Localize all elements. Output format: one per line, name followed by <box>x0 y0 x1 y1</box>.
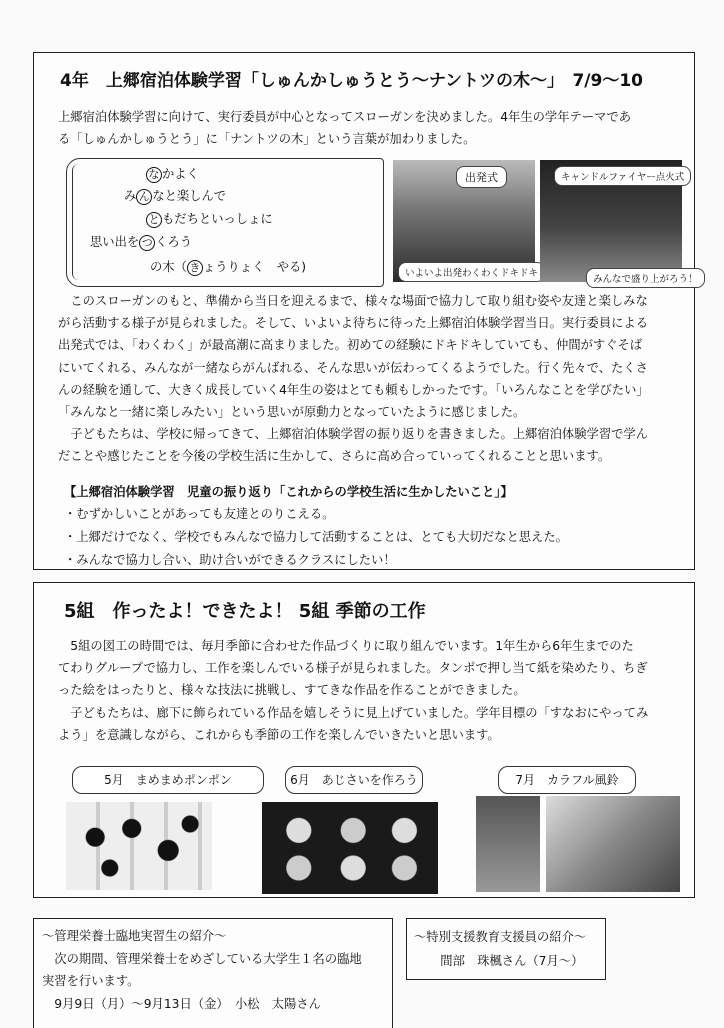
camp-body: このスローガンのもと、準備から当日を迎えるまで、様々な場面で協力して取り組む姿や友達と楽しみな がら活動する様子が見られました。そして、いよいよ待ちに待った上郷宿泊体験学習当日。実行委員による 出発式では、「わくわく」が最高潮に高まりました。初めての経験にドキドキしていても、仲間がすぐそば にいてくれる、みんなが一緒ならがんばれる、そんな思いが伝わってくるようでした。行く先々で、たくさ んの経験を通して、大きく成長していく4年生の姿はとても頼もしかったです。「いろんなことを学びたい」 「みんなと一緒に楽しみたい」という思いが原動力となっていたように感じました。 子どもたちは、学校に帰ってきて、上郷宿泊体験学習の振り返りを書きました。上郷宿泊体験学習で学ん だことや感じたことを今後の学校生活に生かして、さらに高め合っていってくれることと思います。 <box>58 294 649 464</box>
dietitian-line: 9月9日（月）～9月13日（金） 小松 太陽さん <box>42 997 321 1011</box>
slogan-line: な かよく <box>146 164 199 183</box>
slogan-scroll-curl <box>72 164 85 280</box>
hydrangea-grid <box>270 808 430 888</box>
reflection-item: ・みんなで協力し合い、助け合いができるクラスにしたい！ <box>64 553 396 567</box>
section-class5-title: 5組 作ったよ！できたよ！ 5組 季節の工作 <box>64 601 426 622</box>
slogan-line: 思い出を つ くろう <box>90 235 193 249</box>
july-chime-photo <box>476 796 540 892</box>
work-label-may: 5月 まめまめポンポン <box>72 766 264 794</box>
july-kids-photo <box>546 796 680 892</box>
slogan-line: の木（ き ょうりょく やる) <box>150 260 307 274</box>
section-camp-title: 4年 上郷宿泊体験学習「しゅんかしゅうとう～ナントツの木～」 7/9～10 <box>60 71 644 91</box>
slogan-line: と もだちといっしょに <box>146 209 273 228</box>
departure-label: 出発式 <box>456 166 507 188</box>
dietitian-line: 次の期間、管理栄養士をめざしている大学生１名の臨地 <box>42 952 362 966</box>
may-work-photo <box>66 802 212 890</box>
slogan-line: み ん なと楽しんで <box>124 189 227 203</box>
campfire-label: キャンドルファイヤー点火式 <box>554 166 691 186</box>
pompom-shapes <box>66 802 212 890</box>
dietitian-heading: ～管理栄養士臨地実習生の紹介～ <box>42 929 227 943</box>
dietitian-line: 実習を行います。 <box>42 974 140 988</box>
reflection-item: ・上郷だけでなく、学校でもみんなで協力して活動することは、とても大切だなと思えた。 <box>64 530 568 544</box>
camp-intro: 上郷宿泊体験学習に向けて、実行委員が中心となってスローガンを決めました。4年生の学年テーマであ る「しゅんかしゅうとう」に「ナントツの木」という言葉が加わりました。 <box>58 110 631 147</box>
campfire-caption: みんなで盛り上がろう！ <box>586 268 705 288</box>
support-line: 間部 珠楓さん（7月～） <box>428 954 584 968</box>
reflection-item: ・むずかしいことがあっても友達とのりこえる。 <box>64 507 335 521</box>
work-label-june: 6月 あじさいを作ろう <box>285 766 423 794</box>
support-heading: ～特別支援教育支援員の紹介～ <box>414 930 587 944</box>
departure-caption: いよいよ出発わくわくドキドキ <box>398 262 545 282</box>
june-work-photo <box>262 802 438 894</box>
reflection-title: 【上郷宿泊体験学習 児童の振り返り「これからの学校生活に生かしたいこと」】 <box>64 485 513 499</box>
class5-body: 5組の図工の時間では、毎月季節に合わせた作品づくりに取り組んでいます。1年生から6年生までのた てわりグループで協力し、工作を楽しんでいる様子が見られました。タンポで押し当て紙を染めたり、ちぎ った絵をはったりと、様々な技法に挑戦し、すてきな作品を作ることができました。 子どもたちは、廊下に飾られている作品を嬉しそうに見上げていました。学年目標の「すなおにやってみ よう」を意識しながら、これからも季節の工作を楽しんでいきたいと思います。 <box>58 639 649 742</box>
work-label-july: 7月 カラフル風鈴 <box>498 766 636 794</box>
